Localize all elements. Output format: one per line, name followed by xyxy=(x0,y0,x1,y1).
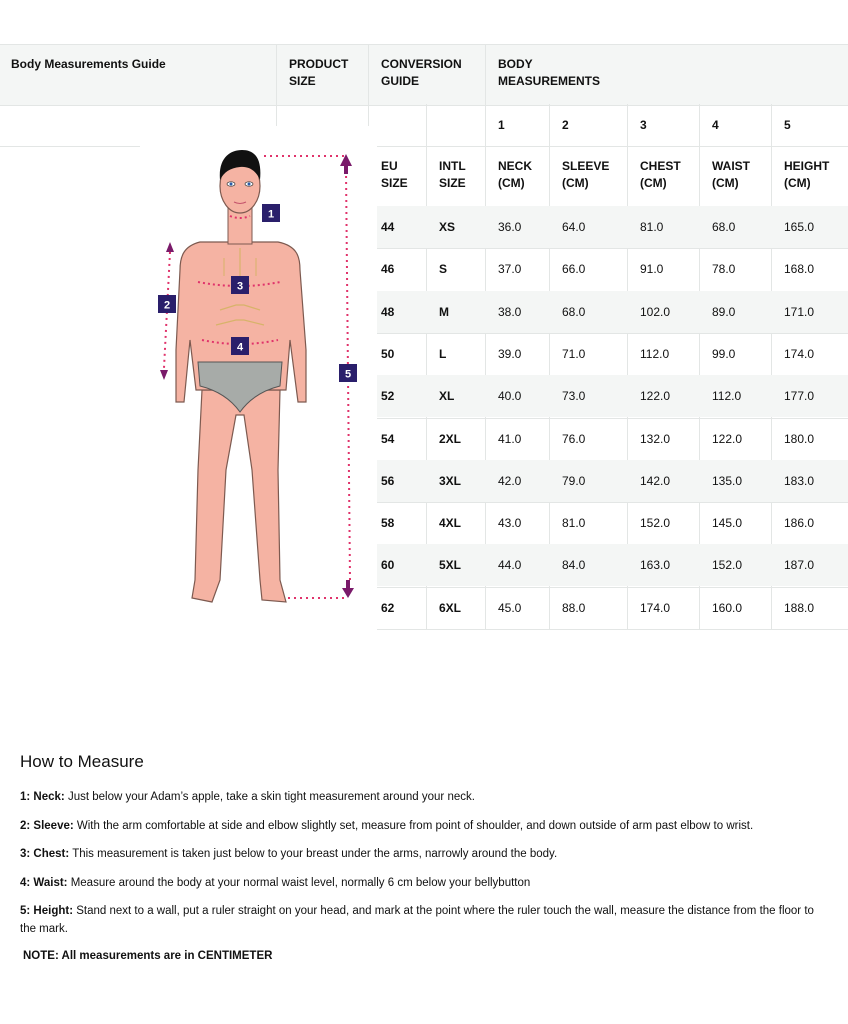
marker-5 xyxy=(339,364,357,382)
table-cell: 78.0 xyxy=(712,262,736,277)
table-cell: 102.0 xyxy=(640,304,671,319)
table-row xyxy=(377,291,848,333)
table-cell: S xyxy=(439,262,448,277)
column-number: 2 xyxy=(562,118,569,132)
table-cell: 142.0 xyxy=(640,473,671,488)
table-row xyxy=(377,587,848,629)
table-cell: 81.0 xyxy=(562,516,586,531)
table-cell: 88.0 xyxy=(562,600,586,615)
divider xyxy=(368,44,369,126)
table-row xyxy=(377,544,848,586)
table-cell: 44 xyxy=(381,220,395,234)
table-cell: 91.0 xyxy=(640,262,664,277)
marker-label: 5 xyxy=(344,368,352,381)
table-cell: 73.0 xyxy=(562,389,586,404)
table-row xyxy=(377,418,848,460)
column-header-neck: NECK (CM) xyxy=(498,159,533,190)
table-cell: 187.0 xyxy=(784,558,815,573)
figure-legs xyxy=(192,390,286,602)
table-cell: XS xyxy=(439,220,456,234)
instruction-chest: 3: Chest: This measurement is taken just below to your breast under the arms, narrowly around the body. xyxy=(20,848,558,860)
marker-4 xyxy=(231,337,249,355)
table-cell: 99.0 xyxy=(712,346,736,361)
table-cell: 38.0 xyxy=(498,304,522,319)
marker-2 xyxy=(158,295,176,313)
conversion-guide-header: CONVERSION GUIDE xyxy=(381,57,462,88)
table-cell: 45.0 xyxy=(498,600,522,615)
table-cell: 50 xyxy=(381,346,395,361)
instruction-neck: 1: Neck: Just below your Adam’s apple, take a skin tight measurement around your neck. xyxy=(20,791,475,803)
table-cell: 37.0 xyxy=(498,262,522,277)
column-header-eu-size: EU SIZE xyxy=(381,159,408,190)
divider xyxy=(377,629,848,630)
table-cell: 66.0 xyxy=(562,262,586,277)
table-cell: 122.0 xyxy=(640,389,671,404)
table-cell: 4XL xyxy=(439,516,462,531)
table-cell: 5XL xyxy=(439,558,462,573)
marker-3 xyxy=(231,276,249,294)
instruction-height: 5: Height: Stand next to a wall, put a ruler straight on your head, and mark at the point where the ruler touch the wall, measure the distance from the floor to the mark. xyxy=(20,905,814,935)
column-number: 1 xyxy=(498,118,505,132)
column-header-intl-size: INTL SIZE xyxy=(439,159,466,190)
instruction-sleeve: 2: Sleeve: With the arm comfortable at side and elbow slightly set, measure from point of shoulder, and down outside of arm past elbow to wrist. xyxy=(20,820,754,832)
how-to-measure-title: How to Measure xyxy=(20,752,144,771)
table-cell: 41.0 xyxy=(498,431,522,446)
marker-label: 4 xyxy=(236,341,244,354)
table-cell: 186.0 xyxy=(784,516,815,531)
table-cell: 62 xyxy=(381,600,395,615)
column-number: 3 xyxy=(640,118,647,132)
table-cell: 135.0 xyxy=(712,473,743,488)
table-cell: 160.0 xyxy=(712,600,743,615)
table-cell: 81.0 xyxy=(640,220,664,234)
table-cell: 112.0 xyxy=(712,389,742,404)
table-cell: 54 xyxy=(381,431,395,446)
table-row xyxy=(377,333,848,375)
table-cell: 40.0 xyxy=(498,389,522,404)
column-header-sleeve: SLEEVE (CM) xyxy=(562,159,610,190)
table-cell: 84.0 xyxy=(562,558,586,573)
marker-label: 3 xyxy=(236,280,244,293)
arrow-down-icon xyxy=(342,580,354,598)
table-cell: 68.0 xyxy=(562,304,586,319)
table-cell: 46 xyxy=(381,262,395,277)
table-cell: 56 xyxy=(381,473,395,488)
table-cell: 132.0 xyxy=(640,431,671,446)
table-cell: 152.0 xyxy=(712,558,743,573)
table-cell: 145.0 xyxy=(712,516,743,531)
arrow-up-icon xyxy=(340,154,352,174)
table-cell: 6XL xyxy=(439,600,462,615)
arrow-up-icon xyxy=(166,242,174,252)
arrow-down-icon xyxy=(160,370,168,380)
table-cell: 174.0 xyxy=(784,346,815,361)
table-cell: 39.0 xyxy=(498,346,522,361)
table-cell: 43.0 xyxy=(498,516,522,531)
table-cell: 52 xyxy=(381,389,395,404)
marker-label: 2 xyxy=(163,299,171,312)
marker-1 xyxy=(262,204,280,222)
table-cell: XL xyxy=(439,389,455,404)
table-row xyxy=(377,375,848,417)
table-cell: 177.0 xyxy=(784,389,815,404)
table-row xyxy=(377,248,848,290)
table-cell: 68.0 xyxy=(712,220,736,234)
table-cell: 36.0 xyxy=(498,220,522,234)
table-cell: 58 xyxy=(381,516,395,531)
column-header-height: HEIGHT (CM) xyxy=(784,159,830,190)
table-cell: 64.0 xyxy=(562,220,586,234)
table-cell: 48 xyxy=(381,304,395,319)
table-cell: 112.0 xyxy=(640,346,670,361)
table-cell: 165.0 xyxy=(784,220,815,234)
body-figure-illustration xyxy=(140,140,370,620)
table-row xyxy=(377,502,848,544)
table-cell: 42.0 xyxy=(498,473,522,488)
table-cell: 183.0 xyxy=(784,473,815,488)
table-cell: M xyxy=(439,304,449,319)
table-cell: 171.0 xyxy=(784,304,815,319)
measurement-note: NOTE: All measurements are in CENTIMETER xyxy=(23,950,273,962)
table-cell: L xyxy=(439,346,447,361)
table-cell: 76.0 xyxy=(562,431,586,446)
marker-label: 1 xyxy=(267,208,275,221)
table-cell: 174.0 xyxy=(640,600,671,615)
table-row xyxy=(377,206,848,248)
divider xyxy=(0,146,140,147)
table-cell: 188.0 xyxy=(784,600,815,615)
table-row xyxy=(377,460,848,502)
body-measurements-header: BODY MEASUREMENTS xyxy=(498,57,601,88)
guide-title: Body Measurements Guide xyxy=(11,57,166,71)
table-cell: 122.0 xyxy=(712,431,743,446)
table-cell: 79.0 xyxy=(562,473,586,488)
table-cell: 44.0 xyxy=(498,558,522,573)
column-header-waist: WAIST (CM) xyxy=(712,159,750,190)
column-number: 5 xyxy=(784,118,791,132)
column-number: 4 xyxy=(712,118,719,132)
divider xyxy=(276,44,277,126)
table-cell: 168.0 xyxy=(784,262,815,277)
table-cell: 3XL xyxy=(439,473,462,488)
table-cell: 60 xyxy=(381,558,395,573)
table-cell: 2XL xyxy=(439,431,462,446)
table-cell: 152.0 xyxy=(640,516,671,531)
product-size-header: PRODUCT SIZE xyxy=(289,57,349,88)
table-cell: 71.0 xyxy=(562,346,586,361)
instruction-waist: 4: Waist: Measure around the body at your normal waist level, normally 6 cm below your bellybutton xyxy=(20,877,531,889)
table-cell: 89.0 xyxy=(712,304,736,319)
table-cell: 163.0 xyxy=(640,558,671,573)
table-cell: 180.0 xyxy=(784,431,815,446)
column-header-chest: CHEST (CM) xyxy=(640,159,681,190)
